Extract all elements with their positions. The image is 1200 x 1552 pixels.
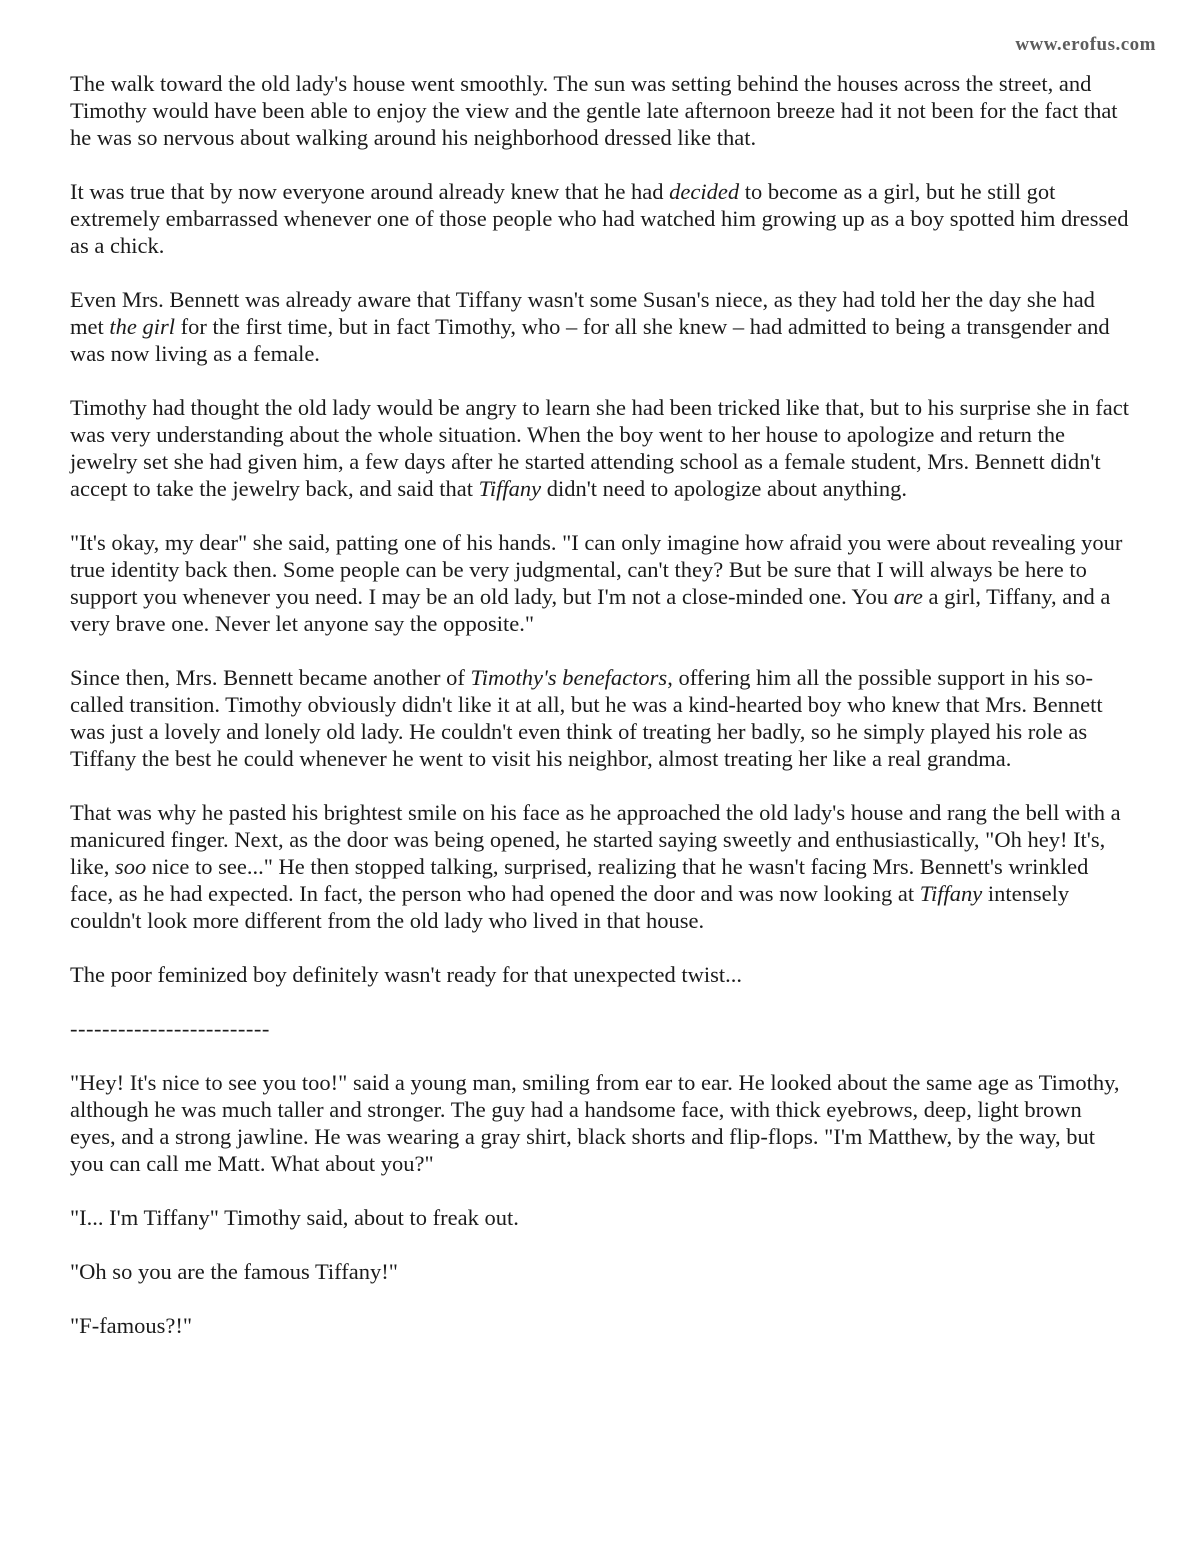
text-run: a girl, Tiffany, and a very brave one. Never let anyone say the opposite." <box>70 584 1111 636</box>
text-run: The walk toward the old lady's house went smoothly. The sun was setting behind the houses across the street, and Timothy would have been able to enjoy the view and the gentle late afternoon breeze had it not been for the fact that he was so nervous about walking around his neighborhood dressed like that. <box>70 71 1118 150</box>
paragraph <box>70 286 1130 367</box>
paragraph <box>70 1312 1130 1339</box>
text-run: for the first time, but in fact Timothy, who – for all she knew – had admitted to being a transgender and was now living as a female. <box>70 314 1110 366</box>
text-run: nice to see..." He then stopped talking, surprised, realizing that he wasn't facing Mrs. Bennett's wrinkled face, as he had expected. In fact, the person who had opened the door and was now looking at <box>70 854 1089 906</box>
paragraph <box>70 529 1130 637</box>
paragraph <box>70 178 1130 259</box>
italic-text: Tiffany <box>478 476 542 501</box>
text-run: didn't need to apologize about anything. <box>541 476 907 501</box>
text-run: Since then, Mrs. Bennett became another of <box>70 665 471 690</box>
italic-text: are <box>893 584 923 609</box>
text-run: "It's okay, my dear" she said, patting one of his hands. "I can only imagine how afraid you were about revealing your true identity back then. Some people can be very judgmental, can't they? But be sure that I will always be here to support you whenever you need. I may be an old lady, but I'm not a close-minded one. You <box>70 530 1123 609</box>
italic-text: soo <box>115 854 147 879</box>
italic-text: decided <box>669 179 740 204</box>
text-run: Timothy had thought the old lady would be angry to learn she had been tricked like that, but to his surprise she in fact was very understanding about the whole situation. When the boy went to her house to apologize and return the jewelry set she had given him, a few days after he started attending school as a female student, Mrs. Bennett didn't accept to take the jewelry back, and said that <box>70 395 1129 501</box>
text-run: "I... I'm Tiffany" Timothy said, about to freak out. <box>70 1205 519 1230</box>
paragraph <box>70 1258 1130 1285</box>
italic-text: Timothy's benefactors <box>470 665 668 690</box>
italic-text: the girl <box>109 314 175 339</box>
section-separator <box>70 1015 1130 1042</box>
paragraph <box>70 664 1130 772</box>
text-run: ------------------------- <box>70 1016 270 1041</box>
text-run: That was why he pasted his brightest smile on his face as he approached the old lady's house and rang the bell with a manicured finger. Next, as the door was being opened, he started saying sweetly and enthusiastically, "Oh hey! It's, like, <box>70 800 1121 879</box>
text-run: "Hey! It's nice to see you too!" said a young man, smiling from ear to ear. He looked about the same age as Timothy, although he was much taller and stronger. The guy had a handsome face, with thick eyebrows, deep, light brown eyes, and a strong jawline. He was wearing a gray shirt, black shorts and flip-flops. "I'm Matthew, by the way, but you can call me Matt. What about you?" <box>70 1070 1120 1176</box>
text-run: Even Mrs. Bennett was already aware that Tiffany wasn't some Susan's niece, as they had told her the day she had met <box>70 287 1095 339</box>
text-run: intensely couldn't look more different from the old lady who lived in that house. <box>70 881 1070 933</box>
text-run: , offering him all the possible support in his so-called transition. Timothy obviously didn't like it at all, but he was a kind-hearted boy who knew that Mrs. Bennett was just a lovely and lonely old lady. He couldn't even think of treating her badly, so he simply played his role as Tiffany the best he could whenever he went to visit his neighbor, almost treating her like a real grandma. <box>70 665 1103 771</box>
paragraph <box>70 1069 1130 1177</box>
document-body <box>70 70 1130 1366</box>
paragraph <box>70 799 1130 934</box>
paragraph <box>70 394 1130 502</box>
paragraph <box>70 70 1130 151</box>
text-run: "F-famous?!" <box>70 1313 193 1338</box>
paragraph <box>70 961 1130 988</box>
text-run: The poor feminized boy definitely wasn't ready for that unexpected twist... <box>70 962 742 987</box>
site-watermark: www.erofus.com <box>1015 34 1156 55</box>
paragraph <box>70 1204 1130 1231</box>
text-run: to become as a girl, but he still got extremely embarrassed whenever one of those people who had watched him growing up as a boy spotted him dressed as a chick. <box>70 179 1129 258</box>
text-run: It was true that by now everyone around already knew that he had <box>70 179 670 204</box>
text-run: "Oh so you are the famous Tiffany!" <box>70 1259 398 1284</box>
italic-text: Tiffany <box>919 881 983 906</box>
